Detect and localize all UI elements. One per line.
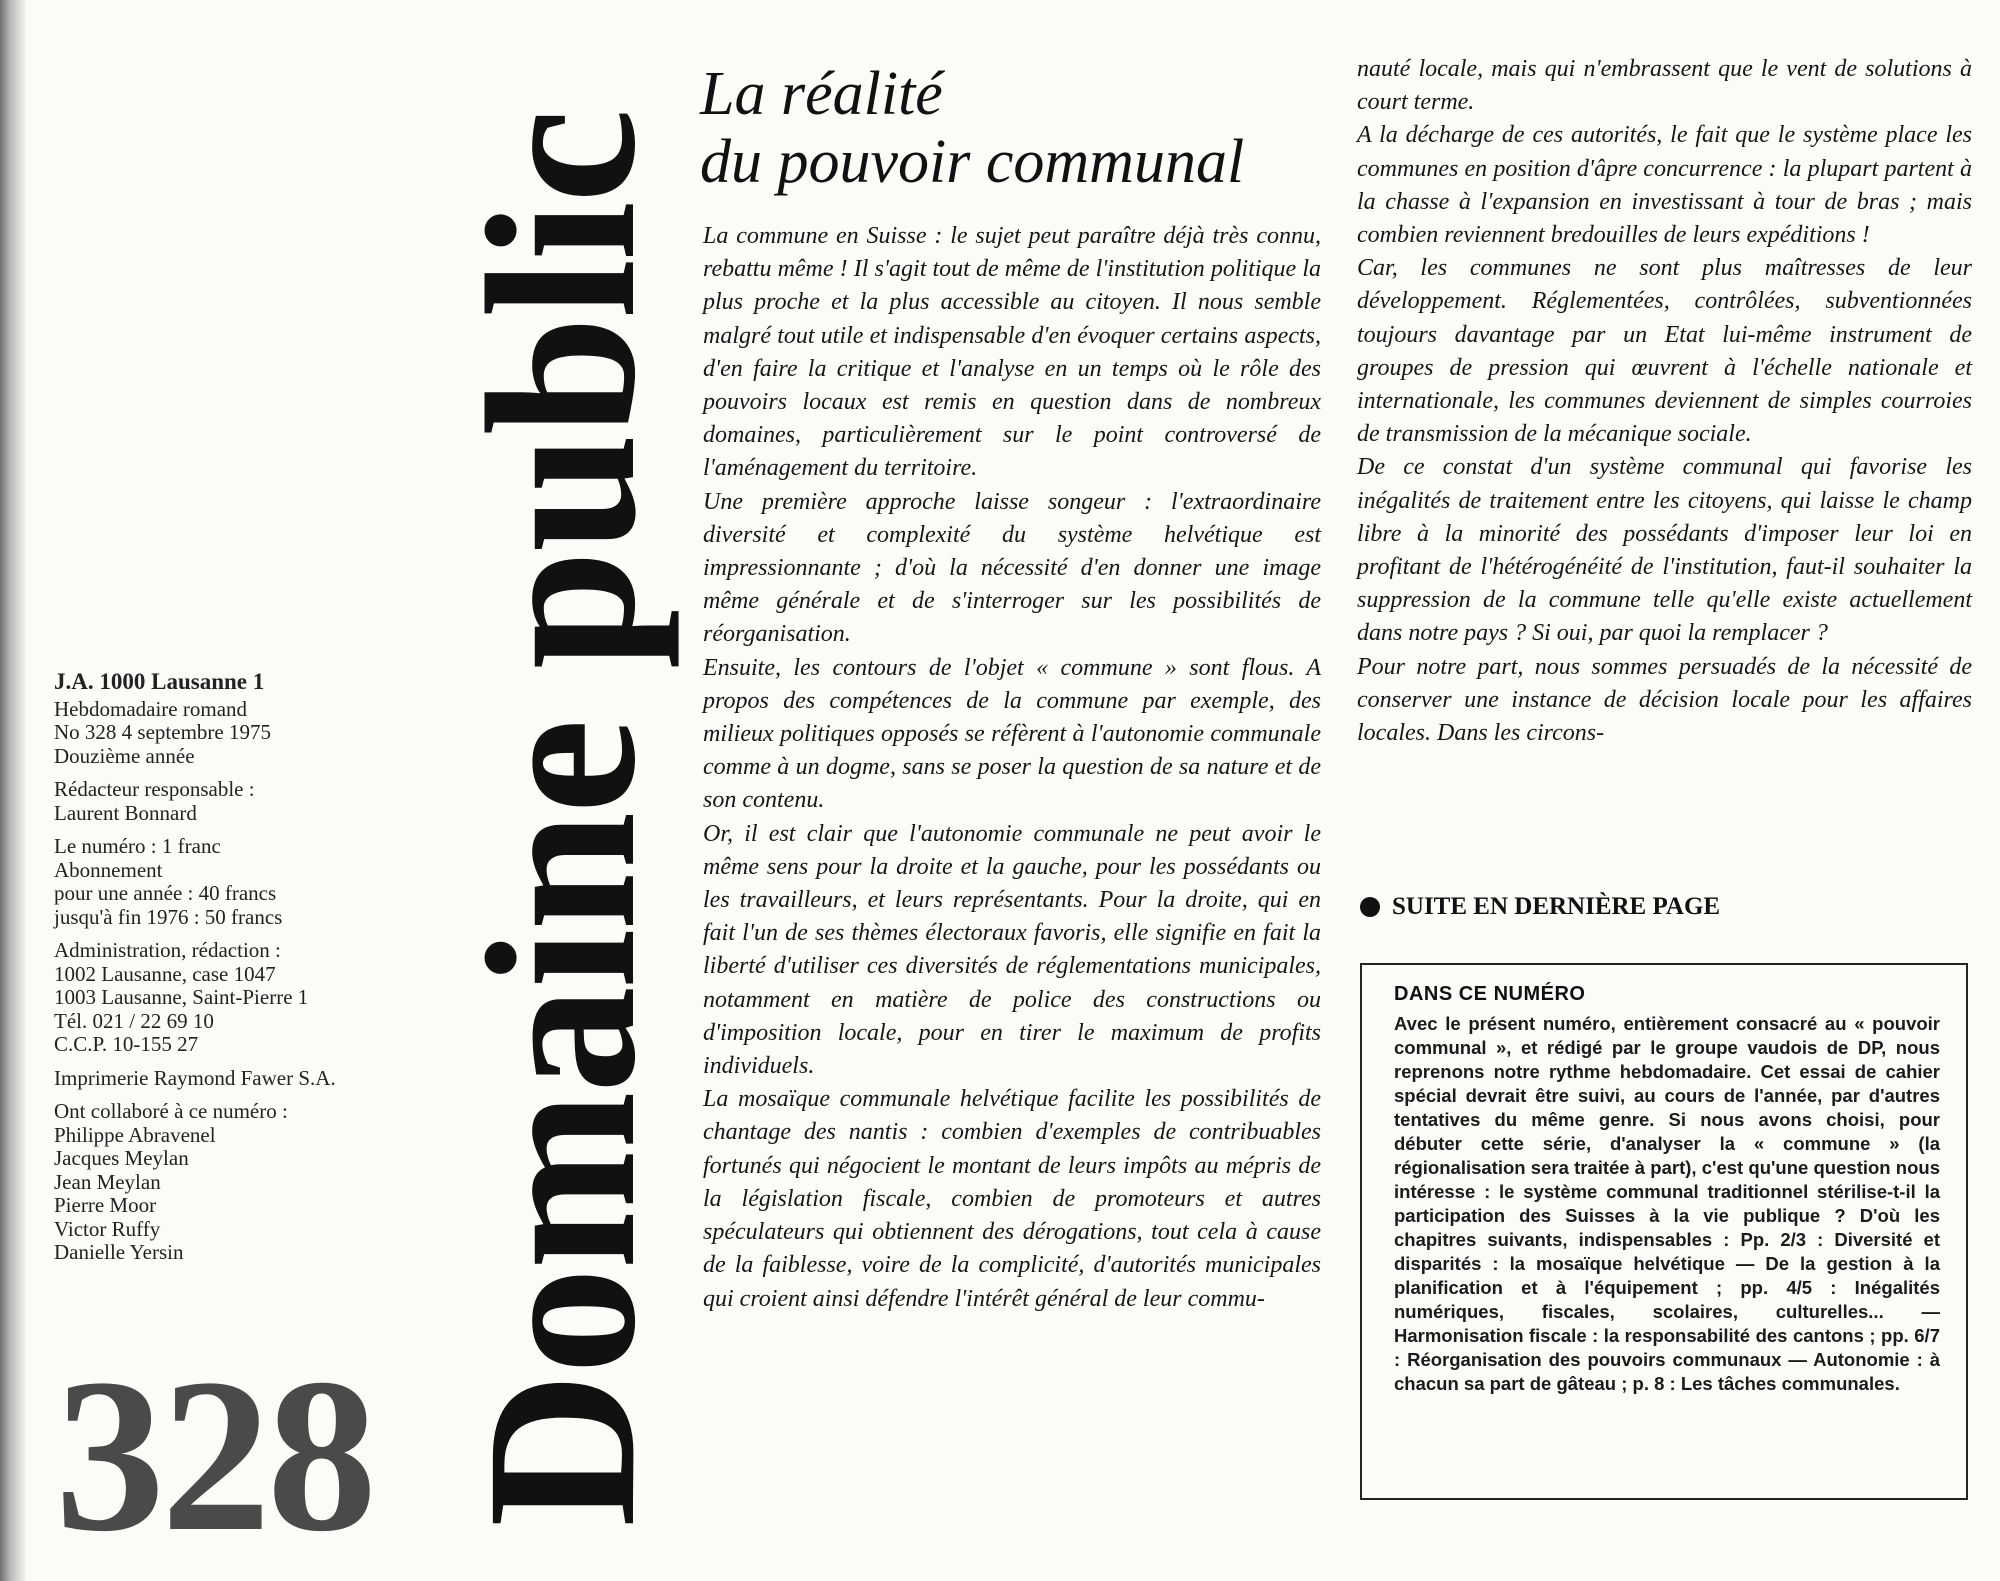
suite-label: SUITE EN DERNIÈRE PAGE <box>1392 893 1721 920</box>
masthead-line: Hebdomadaire romand <box>54 696 248 721</box>
page-edge-shadow <box>0 0 26 1581</box>
redacteur-name: Laurent Bonnard <box>54 800 197 825</box>
redacteur-label: Rédacteur responsable : <box>54 777 255 801</box>
headline-line: La réalité <box>700 60 943 128</box>
masthead-admin <box>54 939 434 1057</box>
paragraph: La commune en Suisse : le sujet peut paraître déjà très connu, rebattu même ! Il s'agit tout de même de l'institution politique la plus proche et la plus accessible au citoyen. Il nous semble malgré tout utile et indispensable d'en évoquer certains aspects, d'en faire la critique et l'analyse en un temps où le rôle des pouvoirs locaux est remis en question dans de nombreux domaines, particulièrement sur le point controversé de l'aménagement du territoire. <box>703 223 1321 482</box>
suite-notice <box>1360 893 1720 921</box>
newspaper-title: Domaine public <box>443 110 680 1527</box>
contents-text: Avec le présent numéro, entièrement consacré au « pouvoir communal », et rédigé par le groupe vaudois de DP, nous reprenons notre rythme hebdomadaire. Cet essai de cahier spécial devrait être suivi, au cours de l'année, par d'autres tentatives du même genre. Si nous avons choisi, pour débuter cette série, d'analyser la « commune » (la régionalisation sera traitée à part), c'est qu'une question nous intéresse : le système communal traditionnel stérilise-t-il la participation des Suisses à la vie publique ? D'où les chapitres suivants, indispensables : Pp. 2/3 : Diversité et disparités : la mosaïque helvétique — De la gestion à la planification et à l'équipement ; pp. 4/5 : Inégalités numériques, fiscales, scolaires, culturelles... — Harmonisation fiscale : la responsabilité des cantons ; pp. 6/7 : Réorganisation des pouvoirs communaux — Autonomie : à chacun sa part de gâteau ; p. 8 : Les tâches communales. <box>1394 1013 1940 1394</box>
paragraph: La mosaïque communale helvétique facilite les possibilités de chantage des nantis : combien d'exemples de contribuables fortunés qui négocient le montant de leurs impôts au mépris de la législation fiscale, combien de promoteurs et autres spéculateurs qui obtiennent des dérogations, tout cela à cause de la faiblesse, voire de la complicité, d'autorités municipales qui croient ainsi défendre l'intérêt général de leur commu- <box>703 1086 1321 1312</box>
paragraph: Car, les communes ne sont plus maîtresses de leur développement. Réglementées, contrôlées, subventionnées toujours davantage par un Etat lui-même instrument de groupes de pression qui œuvrent à l'échelle nationale et internationale, les communes deviennent de simples courroies de transmission de la mécanique sociale. <box>1357 255 1972 448</box>
paragraph: Or, il est clair que l'autonomie communale ne peut avoir le même sens pour la droite et la gauche, pour les possédants ou les travailleurs, et leurs représentants. Pour la droite, qui en fait l'un de ses thèmes électoraux favoris, elle signifie en fait la liberté d'utiliser ces diversités de réglementations municipales, notamment en matière de police des constructions ou d'imposition locale, pour en tirer le maximum de profits individuels. <box>703 820 1321 1080</box>
admin-line: 1003 Lausanne, Saint-Pierre 1 <box>54 985 309 1009</box>
admin-line: 1002 Lausanne, case 1047 <box>54 961 276 986</box>
masthead-line: No 328 4 septembre 1975 <box>54 720 271 744</box>
paragraph: nauté locale, mais qui n'embrassent que le vent de solutions à court terme. <box>1357 56 1972 116</box>
issue-number: 328 <box>55 1333 373 1577</box>
masthead-collaborateurs <box>54 1100 434 1265</box>
collab-label: Ont collaboré à ce numéro : <box>54 1099 288 1123</box>
prix-line: pour une année : 40 francs <box>54 881 277 905</box>
masthead-ja: J.A. 1000 Lausanne 1 <box>54 669 265 694</box>
admin-line: C.C.P. 10-155 27 <box>54 1032 199 1056</box>
prix-line: Le numéro : 1 franc <box>54 834 221 858</box>
prix-line: jusqu'à fin 1976 : 50 francs <box>54 904 283 929</box>
contents-box <box>1360 963 1968 1500</box>
collaborateur: Danielle Yersin <box>54 1240 184 1264</box>
masthead-redacteur <box>54 778 434 825</box>
bullet-icon <box>1360 897 1380 917</box>
paragraph: Pour notre part, nous sommes persuadés de la nécessité de conserver une instance de décision locale pour les affaires locales. Dans les circons- <box>1357 653 1972 747</box>
paragraph: Une première approche laisse songeur : l'extraordinaire diversité et complexité du système helvétique est impressionnante ; d'où la nécessité d'en donner une image même générale et de s'interroger sur les possibilités de réorganisation. <box>703 488 1321 648</box>
collaborateur: Pierre Moor <box>54 1193 157 1217</box>
collaborateur: Victor Ruffy <box>54 1216 161 1241</box>
paragraph: Ensuite, les contours de l'objet « commune » sont flous. A propos des compétences de la commune par exemple, des milieux politiques opposés se réfèrent à l'autonomie communale comme à un dogme, sans se poser la question de sa nature et de son contenu. <box>703 654 1321 814</box>
admin-line: Tél. 021 / 22 69 10 <box>54 1008 214 1033</box>
article-headline <box>700 60 1360 196</box>
headline-line: du pouvoir communal <box>700 128 1245 196</box>
masthead-prix <box>54 835 434 929</box>
collaborateur: Jean Meylan <box>54 1169 161 1194</box>
article-column-2 <box>1357 53 1972 750</box>
masthead-line: Douzième année <box>54 743 195 768</box>
masthead-imprimerie <box>54 1067 434 1091</box>
contents-title: DANS CE NUMÉRO <box>1394 983 1586 1005</box>
paragraph: De ce constat d'un système communal qui favorise les inégalités de traitement entre les citoyens, qui laisse le champ libre à la minorité des possédants d'imposer leur loi en profitant de l'hétérogénéité de l'institution, faut-il souhaiter la suppression de la commune telle qu'elle existe actuellement dans notre pays ? Si oui, par quoi la remplacer ? <box>1357 454 1972 647</box>
collaborateur: Philippe Abravenel <box>54 1122 216 1147</box>
collaborateur: Jacques Meylan <box>54 1146 189 1170</box>
imprimerie: Imprimerie Raymond Fawer S.A. <box>54 1065 336 1090</box>
prix-line: Abonnement <box>54 857 163 882</box>
masthead-info <box>54 698 434 769</box>
admin-line: Administration, rédaction : <box>54 938 281 962</box>
paragraph: A la décharge de ces autorités, le fait que le système place les communes en position d'âpre concurrence : la plupart partent à la chasse à l'expansion en investissant à tour de bras ; mais combien reviennent bredouilles de leurs expéditions ! <box>1357 122 1972 249</box>
masthead <box>54 670 434 1275</box>
article-column-1 <box>703 220 1321 1316</box>
